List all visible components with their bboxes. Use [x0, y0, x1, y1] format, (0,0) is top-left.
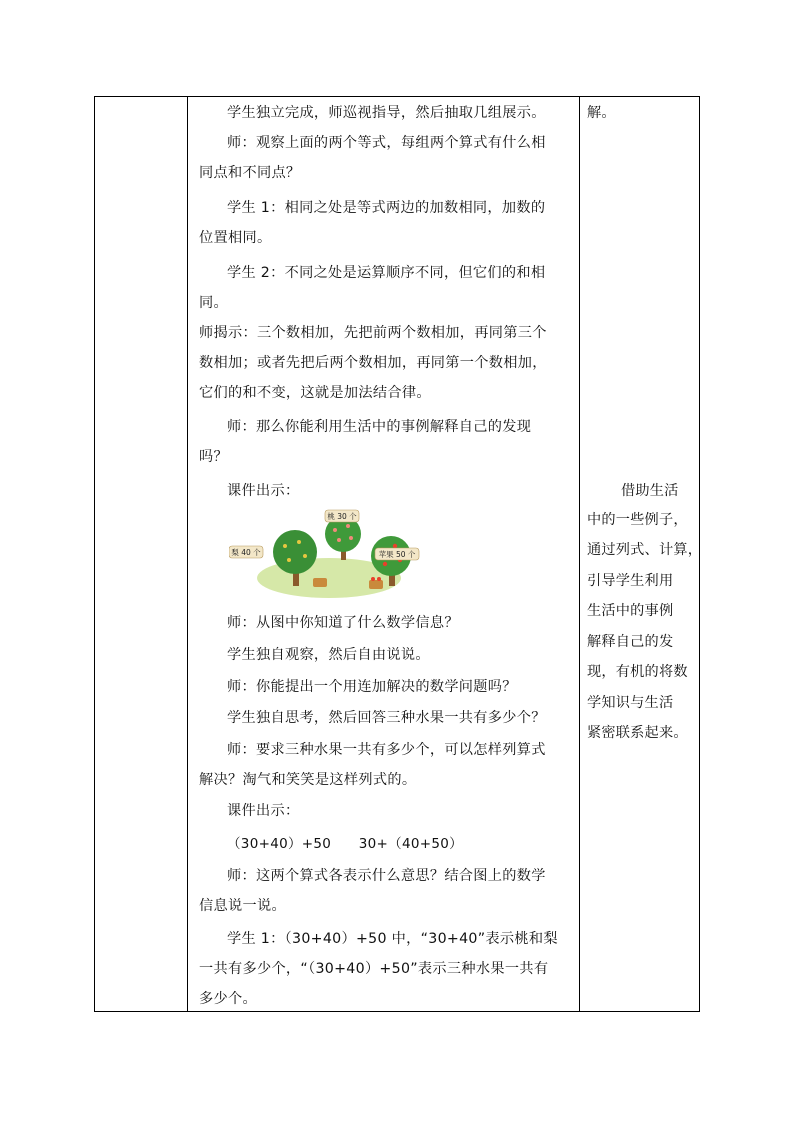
text-line: 同点和不同点？	[199, 165, 301, 181]
text-line: 信息说一说。	[199, 898, 286, 914]
text-line: 学生 2：不同之处是运算顺序不同，但它们的和相	[227, 265, 546, 281]
text-line: 学生 1：相同之处是等式两边的加数相同，加数的	[227, 200, 546, 216]
svg-text:梨 40 个: 梨 40 个	[231, 548, 261, 557]
note-line: 中的一些例子，	[587, 512, 688, 528]
text-line: 师：那么你能利用生活中的事例解释自己的发现	[227, 419, 532, 435]
note-line: 解。	[587, 105, 616, 121]
formula-line: （30+40）+50 30+（40+50）	[227, 836, 463, 852]
text-line: 课件出示：	[227, 483, 300, 499]
design-intent-column	[587, 97, 703, 1011]
text-line: 解决？淘气和笑笑是这样列式的。	[199, 772, 417, 788]
text-line: 位置相同。	[199, 230, 272, 246]
pear-tree	[273, 530, 317, 574]
note-line: 解释自己的发	[587, 634, 674, 650]
svg-text:苹果 50 个: 苹果 50 个	[378, 550, 416, 559]
note-line: 紧密联系起来。	[587, 725, 688, 741]
text-line: 师：从图中你知道了什么数学信息？	[227, 615, 459, 631]
svg-text:桃 30 个: 桃 30 个	[327, 512, 357, 521]
text-line: 师：要求三种水果一共有多少个，可以怎样列算式	[227, 742, 546, 758]
text-line: 同。	[199, 295, 228, 311]
basket	[313, 578, 327, 587]
text-line: 师揭示：三个数相加，先把前两个数相加，再同第三个	[199, 325, 547, 341]
note-line: 通过列式、计算，	[587, 542, 703, 558]
text-line: 师：这两个算式各表示什么意思？结合图上的数学	[227, 868, 546, 884]
text-line: 吗？	[199, 449, 228, 465]
text-line: 学生独立完成，师巡视指导，然后抽取几组展示。	[227, 105, 546, 121]
note-line: 生活中的事例	[587, 603, 674, 619]
note-line: 借助生活	[621, 483, 679, 499]
basket	[369, 580, 383, 589]
text-line: 师：观察上面的两个等式，每组两个算式有什么相	[227, 135, 546, 151]
note-line: 学知识与生活	[587, 695, 674, 711]
text-line: 学生独自思考，然后回答三种水果一共有多少个？	[227, 710, 546, 726]
text-line: 学生 1：（30+40）+50 中，“30+40”表示桃和梨	[227, 931, 558, 947]
text-line: 数相加；或者先把后两个数相加，再同第一个数相加，	[199, 355, 547, 371]
text-line: 一共有多少个，“（30+40）+50”表示三种水果一共有	[199, 961, 549, 977]
note-line: 引导学生利用	[587, 573, 674, 589]
text-line: 多少个。	[199, 991, 257, 1007]
column-divider-right	[579, 97, 580, 1011]
orchard-illustration	[229, 508, 429, 600]
text-line: 学生独自观察，然后自由说说。	[227, 647, 430, 663]
note-line: 现，有机的将数	[587, 664, 688, 680]
text-line: 课件出示：	[227, 803, 300, 819]
text-line: 它们的和不变，这就是加法结合律。	[199, 385, 431, 401]
lesson-table	[94, 96, 703, 1012]
text-line: 师：你能提出一个用连加解决的数学问题吗？	[227, 679, 517, 695]
